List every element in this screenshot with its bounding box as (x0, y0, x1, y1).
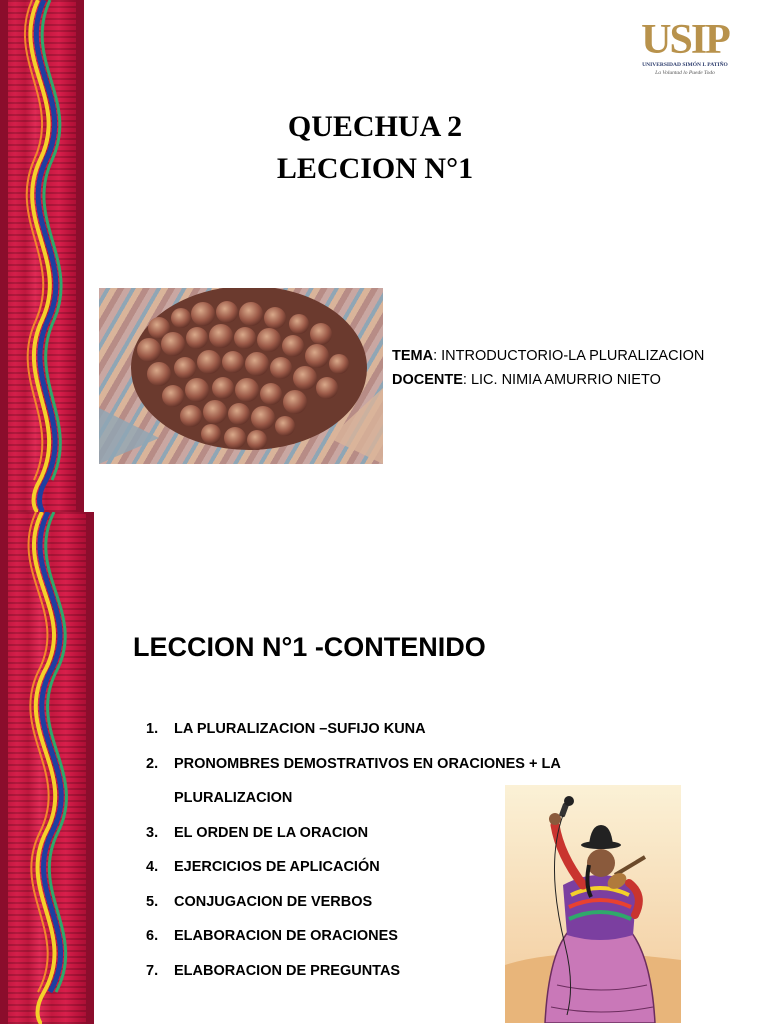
item-number: 2. (146, 755, 159, 772)
lesson-meta (392, 344, 704, 392)
item-text: LA PLURALIZACION –SUFIJO KUNA (174, 721, 426, 737)
woven-textile-border (0, 512, 94, 1024)
tema-value: INTRODUCTORIO-LA PLURALIZACION (441, 348, 705, 364)
potatoes-photo (99, 288, 383, 464)
item-number: 6. (146, 928, 159, 944)
item-number: 1. (146, 721, 159, 737)
cholita-singer-illustration (505, 785, 681, 1023)
item-text: ELABORACION DE PREGUNTAS (174, 962, 401, 979)
title-line-2: LECCION N°1 (276, 152, 474, 185)
logo-motto: La Voluntad lo Puede Todo (655, 70, 715, 76)
item-number: 5. (146, 893, 159, 910)
logo-institution: UNIVERSIDAD SIMÓN I. PATIÑO (642, 62, 728, 68)
slide-2 (0, 512, 768, 1024)
item-text: ELABORACION DE ORACIONES (174, 928, 398, 944)
page-title (220, 106, 530, 190)
item-number: 4. (146, 859, 159, 875)
list-item (146, 712, 646, 747)
docente-line: DOCENTE: LIC. NIMIA AMURRIO NIETO (392, 372, 661, 388)
tema-label: TEMA (392, 348, 434, 364)
docente-label: DOCENTE (392, 372, 463, 388)
title-line-1: QUECHUA 2 (287, 110, 463, 143)
docente-value: LIC. NIMIA AMURRIO NIETO (470, 372, 661, 388)
usip-logo (630, 18, 740, 77)
logo-mark: USIP (641, 17, 729, 63)
item-text: EL ORDEN DE LA ORACION (174, 824, 369, 841)
contents-heading: LECCION N°1 -CONTENIDO (133, 632, 486, 662)
tema-line: TEMA: INTRODUCTORIO-LA PLURALIZACION (392, 348, 705, 364)
item-text: EJERCICIOS DE APLICACIÓN (174, 859, 380, 875)
item-text: CONJUGACION DE VERBOS (174, 893, 373, 910)
item-number: 7. (146, 962, 159, 979)
item-text: PRONOMBRES DEMOSTRATIVOS EN ORACIONES + LA PLURALIZACION (174, 755, 561, 806)
woven-textile-border (0, 0, 84, 512)
item-number: 3. (146, 824, 159, 841)
